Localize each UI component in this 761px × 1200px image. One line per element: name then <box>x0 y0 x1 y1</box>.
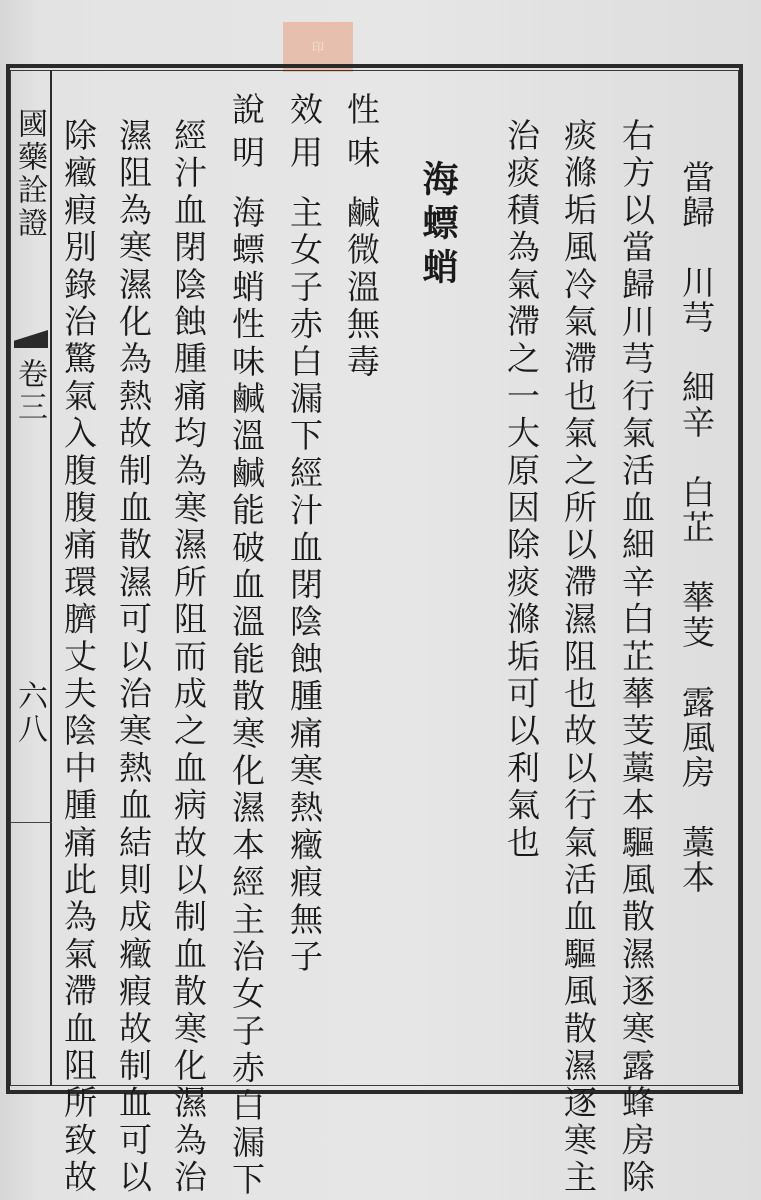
explain-line-2: 經汁血閉陰蝕腫痛均為寒濕所阻而成之血病故以制血散寒化濕為治 <box>169 118 208 1197</box>
entry-title: 海螵蛸 <box>417 160 459 292</box>
library-seal: 印 <box>283 22 353 72</box>
volume-label: 卷三 <box>12 358 47 424</box>
explain-line-3: 濕阻為寒濕化為熱故制血散濕可以治寒熱血結則成癥瘕故制血可以 <box>114 118 153 1197</box>
page-number: 六八 <box>12 680 47 746</box>
book-title: 國藥詮證 <box>12 108 47 240</box>
explain-label: 說明 <box>227 92 266 178</box>
property-text: 鹹微溫無毒 <box>342 195 381 381</box>
prev-line-1: 右方以當歸川芎行氣活血細辛白芷蕐芰藁本驅風散濕逐寒露蜂房除 <box>617 118 656 1197</box>
margin-divider <box>10 822 52 823</box>
effect-text: 主女子赤白漏下經汁血閉陰蝕腫痛寒熱癥瘕無子 <box>285 195 324 977</box>
effect-label: 效用 <box>285 92 324 178</box>
explain-line-1: 海螵蛸性味鹹溫鹹能破血溫能散寒化濕本經主治女子赤白漏下 <box>227 195 266 1200</box>
property-label: 性味 <box>342 92 381 178</box>
formula-line: 當歸 川芎 細辛 白芷 蕐芰 露風房 藁本 <box>677 160 716 895</box>
explain-line-4: 除癥瘕別錄治驚氣入腹腹痛環臍丈夫陰中腫痛此為氣滯血阻所致故 <box>59 118 98 1197</box>
prev-line-2: 痰滌垢風冷氣滯也氣之所以滯濕阻也故以行氣活血驅風散濕逐寒主 <box>559 118 598 1197</box>
prev-line-3: 治痰積為氣滯之一大原因除痰滌垢可以利氣也 <box>502 118 541 862</box>
